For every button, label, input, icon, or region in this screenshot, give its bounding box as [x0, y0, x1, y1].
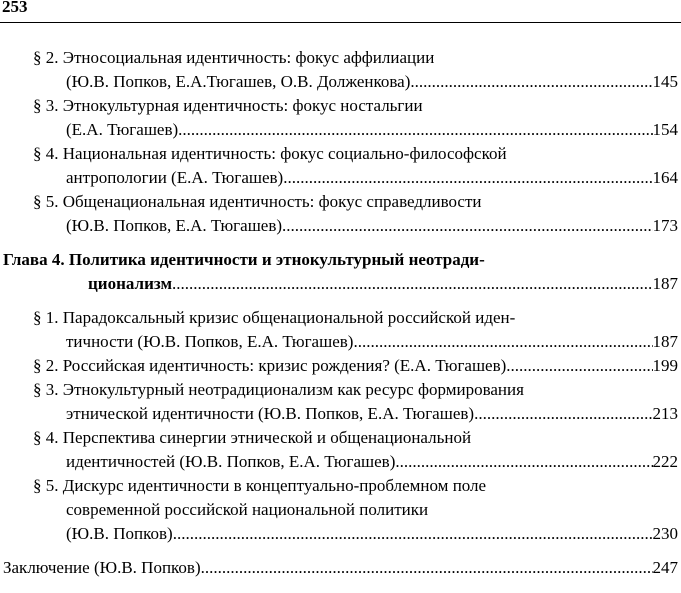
page-header: [0, 0, 681, 23]
toc-entry-title: § 3. Этнокультурный неотрадиционализм как ресурс формирования: [33, 380, 524, 399]
toc-entry-title: § 1. Парадоксальный кризис общенациональной российской иден-: [33, 308, 516, 327]
toc-entry-title-cont: антропологии (Е.А. Тюгашев): [66, 168, 284, 187]
dot-leader: [201, 556, 653, 580]
toc-entry-s4: [0, 142, 681, 190]
page-number: 253: [2, 0, 28, 16]
toc-entry-leader-line: [0, 354, 681, 378]
toc-page-number: 187: [652, 274, 678, 293]
toc-page-number: 173: [652, 216, 678, 235]
dot-leader: [172, 272, 652, 296]
toc-entry-s2: [0, 46, 681, 94]
toc-page-number: 213: [652, 404, 678, 423]
toc-entry-conclusion: [0, 556, 681, 580]
toc-entry-title-cont: (Ю.В. Попков, Е.А. Тюгашев): [66, 216, 283, 235]
toc-entry-title-cont: тичности (Ю.В. Попков, Е.А. Тюгашев): [66, 332, 354, 351]
toc-entry-c4s1: [0, 306, 681, 354]
toc-entry-title: § 4. Перспектива синергии этнической и общенациональной: [33, 428, 472, 447]
chapter-title: Глава 4. Политика идентичности и этнокультурный неотради-: [3, 250, 485, 269]
toc-entry-leader-line: [0, 450, 681, 474]
toc-entry-leader-line: [0, 166, 681, 190]
toc-entry-leader-line: [0, 522, 681, 546]
toc-entry-c4s3: [0, 378, 681, 426]
toc-entry-title-cont: (Ю.В. Попков): [66, 524, 173, 543]
toc-page-number: 164: [652, 168, 678, 187]
toc-entry-title: § 3. Этнокультурная идентичность: фокус ностальгии: [33, 96, 423, 115]
toc-entry-title: § 5. Общенациональная идентичность: фокус справедливости: [33, 192, 482, 211]
dot-leader: [353, 330, 652, 354]
toc-entry-c4s4: [0, 426, 681, 474]
dot-leader: [395, 450, 652, 474]
toc-page-number: 187: [652, 332, 678, 351]
dot-leader: [282, 214, 652, 238]
toc-page-number: 247: [652, 558, 678, 577]
toc-entry-title-cont: (Е.А. Тюгашев): [66, 120, 179, 139]
toc-entry-title: Заключение (Ю.В. Попков): [3, 558, 201, 577]
dot-leader: [173, 522, 653, 546]
toc-entry-title-cont: идентичностей (Ю.В. Попков, Е.А. Тюгашев): [66, 452, 396, 471]
toc-entry-leader-line: [0, 214, 681, 238]
toc-entry-title-cont: современной российской национальной политики: [66, 500, 429, 519]
chapter-title-cont: ционализм: [88, 274, 173, 293]
toc-page-number: 230: [652, 524, 678, 543]
toc-entry-c4s5: [0, 474, 681, 546]
toc-entry-title: § 4. Национальная идентичность: фокус социально-философской: [33, 144, 507, 163]
dot-leader: [410, 70, 652, 94]
toc-chapter-4: [0, 248, 681, 296]
toc-entry-title: § 2. Этносоциальная идентичность: фокус аффилиации: [33, 48, 435, 67]
table-of-contents: [0, 46, 681, 580]
toc-entry-leader-line: [0, 330, 681, 354]
toc-entry-leader-line: [0, 556, 681, 580]
toc-page-number: 199: [652, 356, 678, 375]
dot-leader: [506, 354, 652, 378]
toc-entry-title-cont: этнической идентичности (Ю.В. Попков, Е.А. Тюгашев): [66, 404, 475, 423]
toc-entry-leader-line: [0, 402, 681, 426]
toc-entry-c4s2: [0, 354, 681, 378]
dot-leader: [178, 118, 652, 142]
toc-page-number: 145: [652, 72, 678, 91]
toc-page-number: 154: [652, 120, 678, 139]
toc-entry-leader-line: [0, 70, 681, 94]
toc-entry-leader-line: [0, 272, 681, 296]
toc-entry-s3: [0, 94, 681, 142]
dot-leader: [283, 166, 652, 190]
dot-leader: [474, 402, 652, 426]
toc-entry-title: § 2. Российская идентичность: кризис рождения? (Е.А. Тюгашев): [33, 356, 507, 375]
toc-entry-title: § 5. Дискурс идентичности в концептуально-проблемном поле: [33, 476, 487, 495]
toc-entry-s5: [0, 190, 681, 238]
toc-entry-leader-line: [0, 118, 681, 142]
toc-page-number: 222: [652, 452, 678, 471]
toc-entry-title-cont: (Ю.В. Попков, Е.А.Тюгашев, О.В. Долженкова): [66, 72, 411, 91]
